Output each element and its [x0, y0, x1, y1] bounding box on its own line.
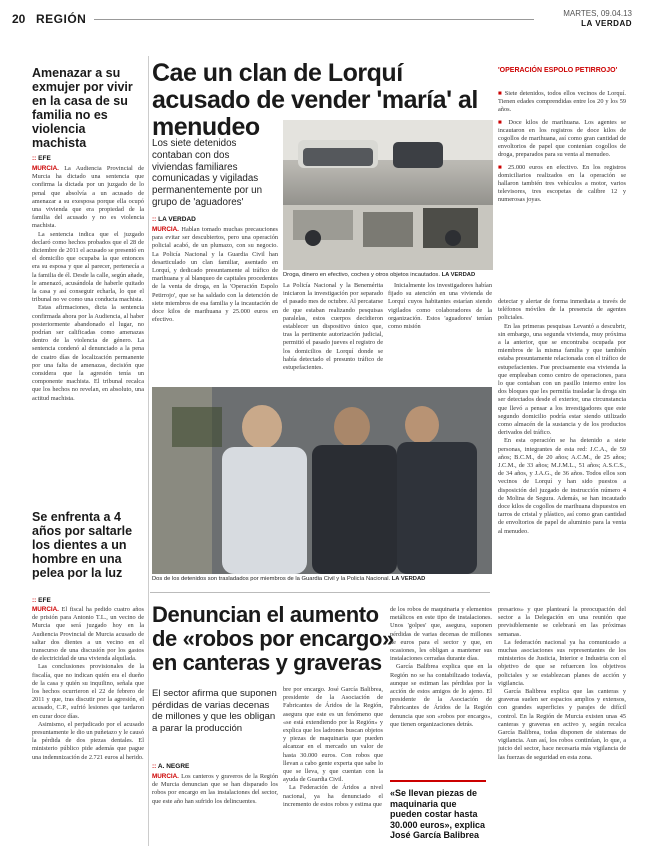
left-bottom-headline: Se enfrenta a 4 años por saltarle los dientes a un hombre en una pelea por la luz	[32, 510, 133, 580]
left-bottom-body: MURCIA. El fiscal ha pedido cuatro años de prisión para Antonio T.L., un vecino de Murcia que será juzgado hoy en la Audiencia Provincial de Murcia acusado de saltar dos dientes a un vecino en el transcurso de una discusión por los gastos de electricidad de una vivienda alquilada. Las conclusiones provisionales de la fiscalía, que no indican quién era el dueño de la casa y quién su inquilino, señala que los hechos ocurrieron el 22 de febrero de 2011 y que, tras discutir por la agresión, el acusado, C.P., sufrió lesiones que tardaron en curar doce días. Asimismo, el perjudicado por el acusado presuntamente le dio un puñetazo y le causó la pérdida de dos piezas dentales. El ministerio público pide además que pague una indemnización de 2.721 euros al herido.	[32, 606, 144, 761]
main-subheadline: Los siete detenidos contaban con dos viviendas familiares comunicadas y vigiladas permanentemente por un grupo de 'aguadores'	[152, 138, 263, 208]
lower-headline: Denuncian el aumento de «robos por encargo» en canteras y graveras	[152, 602, 394, 675]
newspaper-brand: LA VERDAD	[581, 19, 632, 28]
lower-body-col4: presarios» y que planteará la preocupación del sector a la Delegación en una reunión que previsiblemente se celebrará en las próximas semanas. La federación nacional ya ha comunicado a muchas asociaciones sus representantes de los ministerios de Justicia, Interior e Industria con el objetivo de que se refuercen los objetivos policiales y se establezcan planes de acción y vigilancia. García Balibrea explica que las canteras y graveras suelen ser espacios amplios y extensos, con grandes superficies y parajes de difícil control. En la Región de Murcia existen unas 45 canteras y graveras en activo y, según recalca García Balibrea, todas disponen de sistemas de vigilancia. Aun así, los robos continúan, lo que, a juicio del sector, hace necesaria más vigilancia de las fuerzas de seguridad en esta zona.	[498, 606, 626, 761]
left-top-body: MURCIA. La Audiencia Provincial de Murcia ha dictado una sentencia que confirma la dictada por un juzgado de lo penal que absolvía a un acusado de amenazar a su exesposa porque ella ocupó una vivienda que era propiedad de la familia del acusado y no es violencia machista. La sentencia indica que el juzgado declaró como hechos probados que el 28 de diciembre de 2011 el acusado se presentó en el domicilio que ocupaba la que entonces era su esposa y que al parecer, pertenecía a la familia de él. Desde la calle, según añade, le amenazó, acusándola de haberle quitado la casa y así conseguir echarla, lo que el tribunal no ve como una conducta machista. Estas afirmaciones, dicta la sentencia confirmada ahora por la Audiencia, al haber posteriormente abandonado el lugar, no podrían ser calificadas como amenazas dentro de la violencia de género. La sentencia condenó al denunciado a la pena de cuatro días de localización permanente por una falta de amenazas, decisión que considera que la agresión tenía un componente machista. El tribunal recalca que los hechos no revelan, en absoluto, una actitud machista.	[32, 165, 144, 402]
pull-quote: «Se llevan piezas de maquinaria que pueden costar hasta 30.000 euros», explica José García Balibrea	[390, 788, 486, 840]
arrest-photo	[152, 387, 492, 574]
lower-story-rule	[150, 592, 490, 593]
quote-rule	[390, 780, 486, 782]
main-body-col1: MURCIA. Hablan tomado muchas precauciones para evitar ser descubiertos, pero una operación policial acabó, de un plumazo, con su negocio. La Policía Nacional y la Guardia Civil han desarticulado un clan familiar, asentado en Lorquí, y dedicado presuntamente al tráfico de marihuana y al blanqueo de capitales procedentes de la venta de droga, en la 'Operación Espolo Petirrojo', que se ha saldado con la detención de siete miembros de esa familia y la incautación de doce kilos de marihuana y 25.000 euros en efectivo.	[152, 226, 278, 324]
main-headline: Cae un clan de Lorquí acusado de vender 'maría' al menudeo	[152, 59, 478, 141]
photo-illustration	[283, 120, 493, 270]
sidebar-body: detectar y alertar de forma inmediata a través de teléfonos móviles de la presencia de agentes policiales. En las primeras pesquisas Levantó a descubrir, sin embargo, una segunda vivienda, muy próxima a la anterior, que se encontraba ocupada por miembros de la misma familia y que también estaba presuntamente relacionada con el tráfico de estupefacientes. Fue precisamente esa vivienda la que empleaban como centro de operaciones, para lo que contaban con un pasillo interno entre los dos bloques que les permitía trasladar la droga sin ser detectados desde el exterior, una circunstancia que llevó a pensar a los investigadores que este segundo domicilio podría estar siendo utilizado como almacén de la sustancia y de los productos derivados del tráfico. En esta operación se ha detenido a siete personas, integrantes de esta red: J.C.A., de 59 años; B.C.M., de 20 años; A.C.M., de 25 años; J.C.M., de 33 años; M.J.M.L., 51 años; A.S.C.S., de 34 años, y J.A.G., de 36 años. Todos ellos son vecinos de Lorquí y han sido puestos a disposición del juzgado de instrucción número 4 de Molina de Segura. Además, se han incautado doce kilos de cogollos de marihuana dispuestos en tarros de cristal y plástico, así como gran cantidad de envoltorios de papel de aluminio para la venta al menudeo.	[498, 298, 626, 535]
column-divider	[148, 56, 149, 846]
sidebar-kicker: 'OPERACIÓN ESPOLO PETIRROJO'	[498, 67, 618, 74]
sidebar-facts: ■ Siete detenidos, todos ellos vecinos de Lorquí. Tienen edades comprendidas entre los 20 y los 59 años. ■ Doce kilos de marihuana. Los agentes se incautaron en los registros de doce kilos de cogollos de marihuana, así como gran cantidad de envoltorios de papel que contenían cogollos de droga, preparados para su venta al menudeo. ■ 25.000 euros en efectivo. En los registros domiciliarios realizados en la operación se hallaron también tres vehículos a motor, varios televisores, tres escopetas de calibre 12 y numerosas joyas.	[498, 90, 626, 204]
issue-date: MARTES, 09.04.13	[563, 9, 632, 18]
lower-body-col2: bre por encargo. José García Balibrea, presidente de la Asociación de Fabricantes de Áridos de la Región, asegura que este es un fenómeno que «se está extendiendo por la Región» y explica que los ladrones buscan objetos y piezas de maquinaria que pueden alcanzar en el mercado un valor de hasta 30.000 euros. Con robos que llevan a cabo gente experta que sabe lo que se lleva, y que cuentan con la ayuda de Guardia Civil. La Federación de Áridos a nivel nacional, ya ha denunciado el incremento de estos robos y estima que	[283, 686, 383, 808]
seized-items-photo	[283, 120, 493, 270]
lower-tag: :: A. NEGRE	[152, 763, 190, 770]
section-title: REGIÓN	[36, 12, 87, 26]
page-number: 20	[12, 12, 26, 26]
main-tag: :: LA VERDAD	[152, 216, 196, 223]
lower-body-col3: de los robos de maquinaria y elementos metálicos en este tipo de instalaciones. Unos 'golpes' que, asegura, suponen pérdidas de varias decenas de millones de euros para el sector y que, en ocasiones, les obligan a mantener sus instalaciones cerradas durante días. García Balibrea explica que en la Región no se ha contabilizado todavía, aunque se estiman las pérdidas por la acción de estos amigos de lo ajeno. El presidente de la Asociación de Fabricantes de Áridos de la Región denuncia que son «robos por encargo», que tienen organizaciones detrás.	[390, 606, 492, 728]
main-body-col3: Inicialmente los investigadores habían fijado su atención en una vivienda de Lorquí cuyos habitantes estarían siendo vigilados como colaboradores de la organización. Estos 'aguadores' tenían como misión	[388, 282, 492, 331]
left-bottom-tag: :: EFE	[32, 597, 51, 604]
header-rule	[94, 19, 534, 20]
lower-subheadline: El sector afirma que suponen pérdidas de varias decenas de millones y que les obligan a parar la producción	[152, 688, 277, 734]
left-top-tag: :: EFE	[32, 155, 51, 162]
lower-body-col1: MURCIA. Los canteros y graveros de la Región de Murcia denuncian que se han disparado los robos por encargo en las instalaciones del sector, que este año han sufrido los delincuentes.	[152, 773, 278, 805]
photo-illustration	[152, 387, 492, 574]
photo2-caption: Dos de los detenidos son trasladados por miembros de la Guardia Civil y la Policía Nacional. LA VERDAD	[152, 576, 426, 582]
header-date-brand	[563, 9, 632, 29]
photo1-caption: Droga, dinero en efectivo, coches y otros objetos incautados. LA VERDAD	[283, 272, 476, 278]
left-top-headline: Amenazar a su exmujer por vivir en la casa de su familia no es violencia machista	[32, 66, 133, 150]
main-body-col2: La Policía Nacional y la Benemérita iniciaron la investigación por separado el pasado mes de octubre. Al percatarse de que estaban realizando pesquisas paralelas, estos cuerpos decidieron establecer un dispositivo único que, tras la pertinente autorización judicial, permitió el pasado jueves el registro de los domicilios de Lorquí donde se había detectado el presunto tráfico de estupefacientes.	[283, 282, 383, 372]
